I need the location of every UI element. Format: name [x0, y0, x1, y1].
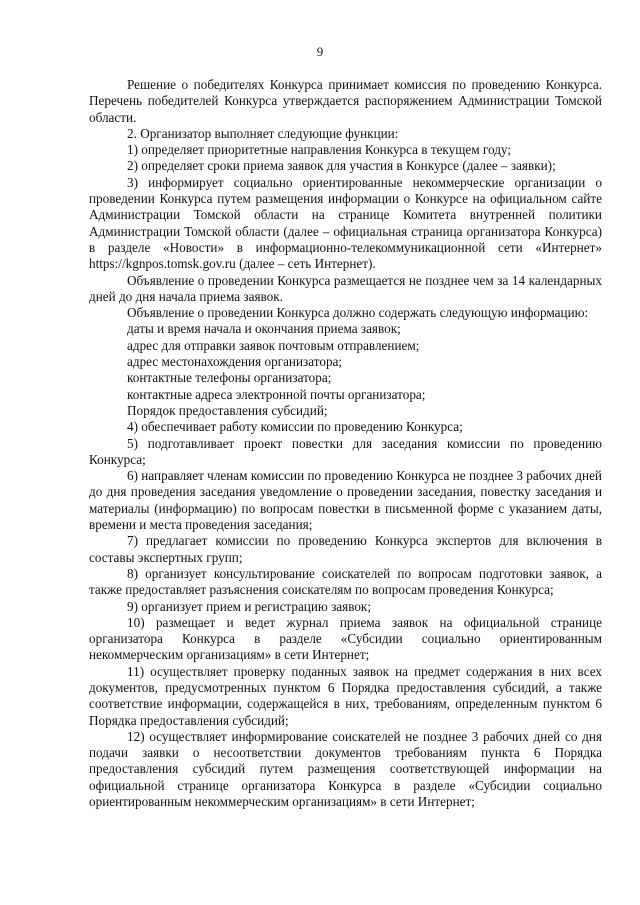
- list-item: Порядок предоставления субсидий;: [127, 402, 328, 418]
- list-item: контактные телефоны организатора;: [127, 370, 332, 386]
- paragraph: 10) размещает и ведет журнал приема заявок на официальной странице организатора Конкурса в разделе «Субсидии социально ориентированным некоммерческим организациям» в сети Интернет;: [89, 614, 602, 663]
- paragraph: 12) осуществляет информирование соискателей не позднее 3 рабочих дней со дня подачи заявки о несоответствии документов требованиям пункта 6 Порядка предоставления субсидий путем размещения соответствующей информации на официальной странице организатора Конкурса в разделе «Субсидии социально ориентированным некоммерческим организациям» в сети Интернет;: [89, 728, 602, 810]
- paragraph: Решение о победителях Конкурса принимает комиссия по проведению Конкурса. Перечень победителей Конкурса утверждается распоряжением Администрации Томской области.: [89, 77, 602, 125]
- paragraph: 1) определяет приоритетные направления Конкурса в текущем году;: [127, 142, 511, 158]
- paragraph: Объявление о проведении Конкурса должно содержать следующую информацию:: [127, 305, 589, 321]
- document-body: [89, 77, 602, 810]
- paragraph: 3) информирует социально ориентированные некоммерческие организации о проведении Конкурса путем размещения информации о Конкурсе на официальном сайте Администрации Томской области на странице Комитета внутренней политики Администрации Томской области (далее – официальная страница организатора Конкурса) в разделе «Новости» в информационно-телекоммуникационной сети «Интернет» https://kgnpos.tomsk.gov.ru (далее – сеть Интернет).: [89, 174, 602, 272]
- list-item: адрес местонахождения организатора;: [127, 354, 343, 370]
- paragraph: 7) предлагает комиссии по проведению Конкурса экспертов для включения в составы экспертных групп;: [89, 533, 602, 565]
- list-item: контактные адреса электронной почты организатора;: [127, 386, 426, 402]
- paragraph: 11) осуществляет проверку поданных заявок на предмет содержания в них всех документов, предусмотренных пунктом 6 Порядка предоставления субсидий, а также соответствие информации, содержащейся в них, требованиям, определенным пунктом 6 Порядка предоставления субсидий;: [89, 663, 602, 728]
- paragraph: 8) организует консультирование соискателей по вопросам подготовки заявок, а также предоставляет разъяснения соискателям по вопросам проведения Конкурса;: [89, 565, 602, 598]
- list-item: даты и время начала и окончания приема заявок;: [127, 321, 401, 337]
- paragraph: 2. Организатор выполняет следующие функции:: [127, 125, 399, 141]
- paragraph: 4) обеспечивает работу комиссии по проведению Конкурса;: [127, 419, 463, 435]
- paragraph: 6) направляет членам комиссии по проведению Конкурса не позднее 3 рабочих дней до дня проведения заседания уведомление о проведении заседания, повестку заседания и материалы (информацию) по вопросам повестки в письменной форме с указанием даты, времени и места проведения заседания;: [89, 468, 602, 533]
- paragraph: 5) подготавливает проект повестки для заседания комиссии по проведению Конкурса;: [89, 435, 602, 467]
- paragraph: 9) организует прием и регистрацию заявок;: [127, 598, 372, 614]
- paragraph: 2) определяет сроки приема заявок для участия в Конкурсе (далее – заявки);: [127, 158, 556, 174]
- list-item: адрес для отправки заявок почтовым отправлением;: [127, 337, 420, 353]
- page-number: 9: [316, 44, 324, 59]
- paragraph: Объявление о проведении Конкурса размещается не позднее чем за 14 календарных дней до дня начала приема заявок.: [89, 272, 602, 304]
